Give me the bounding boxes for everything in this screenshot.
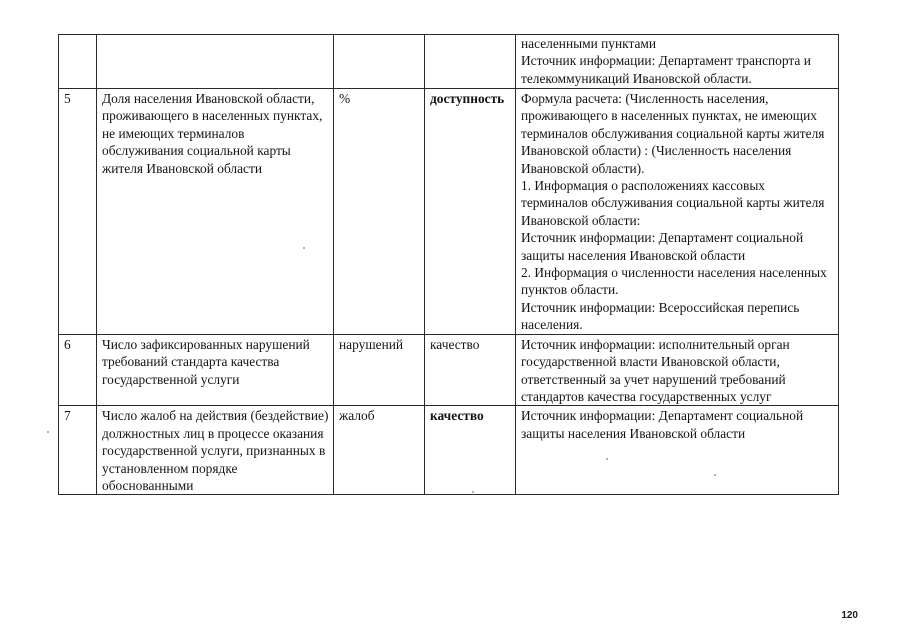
description-line: 1. Информация о расположениях кассовых терминалов обслуживания социальной карты жителя Ивановской области: — [521, 178, 825, 228]
description-line: Источник информации: исполнительный орган государственной власти Ивановской области, ответственный за учет нарушений требований стандартов качества государственных услуг — [521, 336, 790, 404]
table-row — [59, 89, 839, 335]
row-number — [59, 35, 97, 89]
description-line: 2. Информация о численности населения населенных пунктов области. — [521, 265, 827, 298]
page-number: 120 — [841, 610, 858, 621]
table-row — [59, 35, 839, 89]
scan-speck — [606, 458, 608, 460]
quality-criterion: качество — [425, 406, 516, 495]
indicator-name: Доля населения Ивановской области, проживающего в населенных пунктах, не имеющих терминалов обслуживания социальной карты жителя Ивановской области — [97, 89, 334, 335]
indicator-name — [97, 35, 334, 89]
indicator-name: Число жалоб на действия (бездействие) должностных лиц в процессе оказания государственной услуги, признанных в установленном порядке обоснованными — [97, 406, 334, 495]
description-line: Источник информации: Департамент социальной защиты населения Ивановской области — [521, 230, 804, 263]
table-row — [59, 406, 839, 495]
calculation-description — [516, 35, 839, 89]
scan-speck — [303, 247, 305, 249]
description-line: Формула расчета: (Численность населения, проживающего в населенных пунктах, не имеющих терминалов обслуживания социальной карты жителя Ивановской области) : (Численность населения Ивановской области). — [521, 91, 825, 176]
calculation-description — [516, 334, 839, 406]
quality-criterion: доступность — [425, 89, 516, 335]
indicator-name: Число зафиксированных нарушений требований стандарта качества государственной услуги — [97, 334, 334, 406]
unit-of-measure: жалоб — [334, 406, 425, 495]
description-line: Источник информации: Департамент социальной защиты населения Ивановской области — [521, 408, 804, 441]
row-number: 6 — [59, 334, 97, 406]
indicators-table — [58, 34, 839, 495]
row-number: 5 — [59, 89, 97, 335]
calculation-description — [516, 89, 839, 335]
scan-speck — [47, 431, 49, 433]
description-line: Источник информации: Департамент транспорта и телекоммуникаций Ивановской области. — [521, 53, 811, 86]
quality-criterion — [425, 35, 516, 89]
unit-of-measure: нарушений — [334, 334, 425, 406]
table-row — [59, 334, 839, 406]
unit-of-measure — [334, 35, 425, 89]
calculation-description — [516, 406, 839, 495]
scan-speck — [472, 491, 474, 493]
unit-of-measure: % — [334, 89, 425, 335]
scan-speck — [714, 474, 716, 476]
description-line: Источник информации: Всероссийская перепись населения. — [521, 299, 800, 333]
quality-criterion: качество — [425, 334, 516, 406]
row-number: 7 — [59, 406, 97, 495]
description-line: населенными пунктами — [521, 36, 657, 51]
